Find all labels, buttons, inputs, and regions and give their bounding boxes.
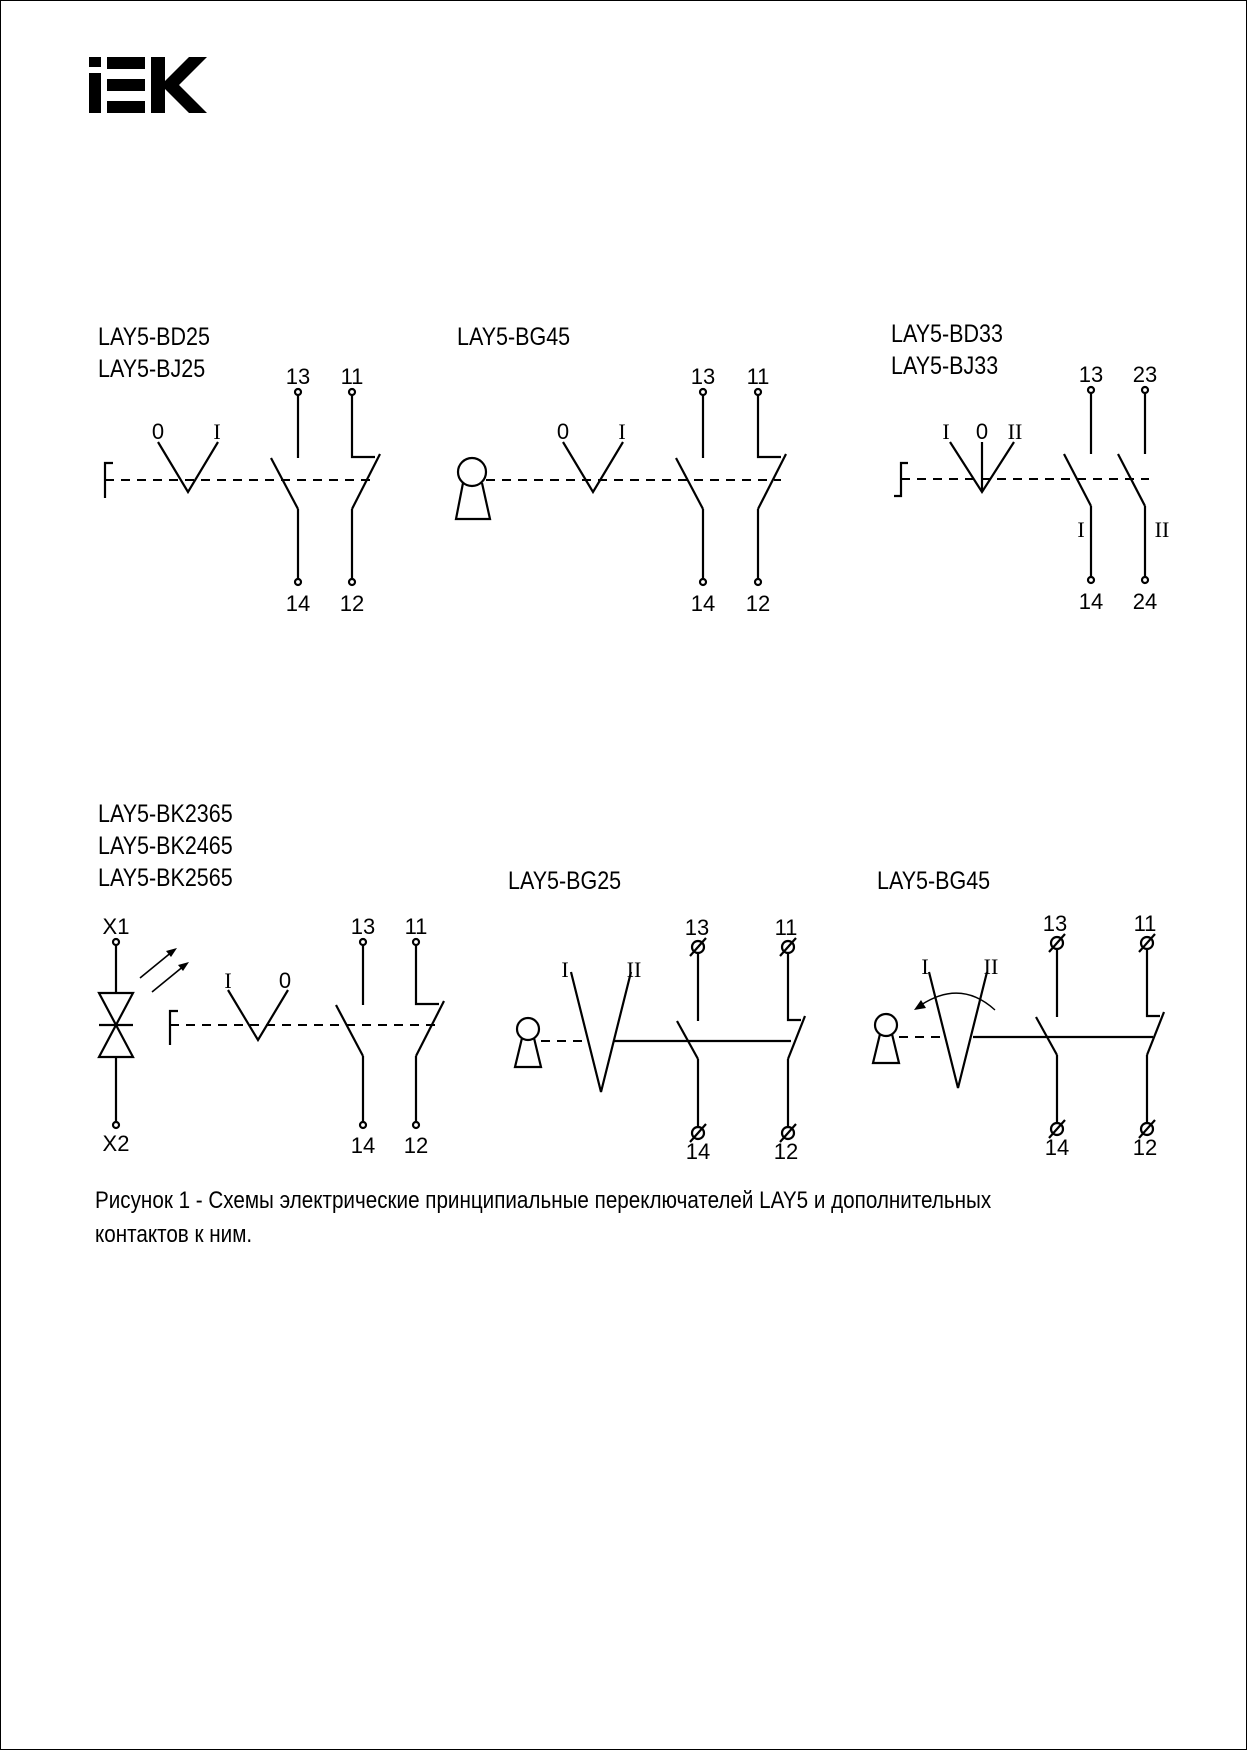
terminal-11 <box>413 939 419 945</box>
schematic-diagram <box>1 1 1246 1749</box>
terminal-24 <box>1142 577 1148 583</box>
schematic-g5 <box>515 915 805 1164</box>
rotation-arrow-icon <box>921 993 995 1010</box>
light-arrow-icon <box>152 965 185 992</box>
position-label: 0 <box>151 419 165 444</box>
rotation-arrow-icon <box>914 1000 926 1010</box>
terminal-label: 11 <box>1133 911 1157 936</box>
position-label: I <box>224 968 232 993</box>
contact-blade <box>336 1005 363 1056</box>
schematic-g6 <box>873 911 1164 1160</box>
terminal-label: 12 <box>1132 1135 1158 1160</box>
position-label: II <box>626 957 642 982</box>
model-label: LAY5-BJ25 <box>98 355 206 383</box>
terminal-label: 12 <box>745 591 771 616</box>
lamp-terminal-label: X2 <box>102 1131 130 1156</box>
model-label: LAY5-BG25 <box>508 867 622 895</box>
key-actuator-symbol <box>517 1018 539 1040</box>
terminal-label: 11 <box>774 915 798 940</box>
terminal-14 <box>295 579 301 585</box>
contact-blade <box>1118 454 1145 506</box>
terminal-label: 13 <box>1042 911 1068 936</box>
model-label: LAY5-BG45 <box>457 323 571 351</box>
terminal-14 <box>1088 577 1094 583</box>
schematic-g4 <box>99 914 444 1158</box>
model-label: LAY5-BK2365 <box>98 800 233 828</box>
contact-wire <box>1147 949 1160 1016</box>
terminal-label: 12 <box>403 1133 429 1158</box>
terminal-label: 11 <box>340 364 364 389</box>
branch-label: II <box>1154 517 1170 542</box>
model-label: LAY5-BD25 <box>98 323 210 351</box>
terminal-12 <box>349 579 355 585</box>
contact-wire <box>758 395 781 457</box>
model-label: LAY5-BJ33 <box>891 352 999 380</box>
terminal-12 <box>413 1122 419 1128</box>
schematic-g2 <box>456 364 786 616</box>
terminal-11 <box>755 389 761 395</box>
terminal-13 <box>1088 387 1094 393</box>
lamp-terminal-label: X1 <box>102 914 130 939</box>
terminal-11 <box>349 389 355 395</box>
key-actuator-symbol <box>875 1014 897 1036</box>
terminal-label: 24 <box>1132 589 1158 614</box>
model-label: LAY5-BD33 <box>891 320 1003 348</box>
terminal-label: 14 <box>1078 589 1104 614</box>
terminal-12 <box>755 579 761 585</box>
position-label: I <box>561 957 569 982</box>
position-label: I <box>921 954 929 979</box>
terminal-13 <box>700 389 706 395</box>
position-label: II <box>983 954 999 979</box>
contact-blade <box>352 454 380 509</box>
terminal-label: 11 <box>404 914 428 939</box>
terminal-13 <box>295 389 301 395</box>
terminal-label: 23 <box>1132 362 1158 387</box>
led-symbol <box>99 1025 133 1057</box>
terminal-label: 12 <box>339 591 365 616</box>
schematic-g3 <box>894 362 1169 614</box>
terminal-label: 14 <box>1044 1135 1070 1160</box>
position-v-symbol <box>571 972 631 1092</box>
model-label: LAY5-BK2565 <box>98 864 233 892</box>
branch-label: I <box>1077 517 1085 542</box>
key-actuator-symbol <box>458 458 486 486</box>
terminal-label: 14 <box>690 591 716 616</box>
push-actuator-symbol <box>170 1011 178 1045</box>
position-v-symbol <box>929 972 987 1088</box>
terminal-23 <box>1142 387 1148 393</box>
contact-blade <box>416 1001 444 1056</box>
terminal-14 <box>700 579 706 585</box>
position-v-symbol <box>158 442 218 492</box>
model-label: LAY5-BG45 <box>877 867 991 895</box>
terminal-label: 13 <box>1078 362 1104 387</box>
position-label: 0 <box>278 968 292 993</box>
contact-wire <box>416 945 439 1004</box>
contact-blade <box>271 458 298 509</box>
terminal-label: 14 <box>350 1133 376 1158</box>
terminal-label: 12 <box>773 1139 799 1164</box>
terminal-label: 14 <box>285 591 311 616</box>
contact-wire <box>352 395 375 457</box>
lamp-terminal <box>113 1122 119 1128</box>
light-arrow-icon <box>140 951 173 978</box>
terminal-label: 13 <box>350 914 376 939</box>
position-label: 0 <box>556 419 570 444</box>
led-symbol <box>99 993 133 1025</box>
terminal-label: 13 <box>684 915 710 940</box>
model-label: LAY5-BK2465 <box>98 832 233 860</box>
contact-blade <box>788 1016 805 1059</box>
position-label: I <box>618 419 626 444</box>
key-actuator-symbol <box>873 1034 899 1063</box>
terminal-label: 14 <box>685 1139 711 1164</box>
contact-blade <box>676 458 703 509</box>
position-v-symbol <box>563 442 623 492</box>
caption-line: Рисунок 1 - Схемы электрические принципиальные переключателей LAY5 и дополнительных <box>95 1187 992 1214</box>
contact-wire <box>788 953 801 1020</box>
terminal-14 <box>360 1122 366 1128</box>
caption-line: контактов к ним. <box>95 1221 253 1248</box>
position-label: 0 <box>975 419 989 444</box>
contact-blade <box>1147 1012 1164 1055</box>
terminal-13 <box>360 939 366 945</box>
position-label: I <box>213 419 221 444</box>
lamp-terminal <box>113 939 119 945</box>
terminal-label: 11 <box>746 364 770 389</box>
contact-blade <box>758 454 786 509</box>
schematic-g1 <box>105 364 380 616</box>
position-label: I <box>942 419 950 444</box>
position-label: II <box>1007 419 1023 444</box>
key-actuator-symbol <box>515 1038 541 1067</box>
key-actuator-symbol <box>456 483 490 519</box>
terminal-label: 13 <box>690 364 716 389</box>
position-v-symbol <box>228 990 288 1040</box>
figure-caption <box>95 1184 1127 1252</box>
terminal-label: 13 <box>285 364 311 389</box>
